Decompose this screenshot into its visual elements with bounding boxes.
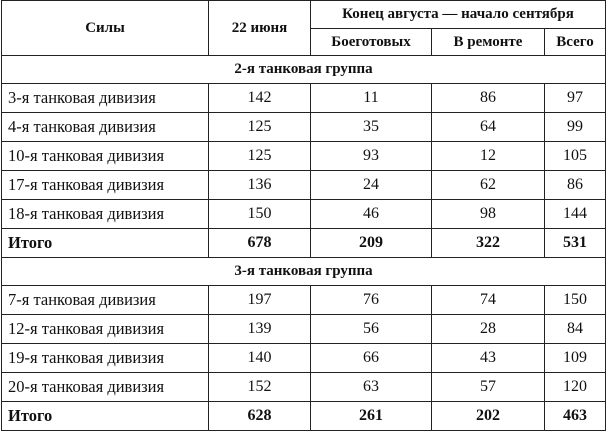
- in-repair-value: 43: [432, 344, 545, 373]
- june22-value: 197: [209, 286, 311, 315]
- division-name: 20-я танковая дивизия: [2, 373, 209, 402]
- june22-value: 628: [209, 402, 311, 431]
- header-combat-ready: Боеготовых: [311, 29, 432, 56]
- total-value: 97: [545, 84, 606, 113]
- in-repair-value: 98: [432, 200, 545, 229]
- header-forces: Силы: [2, 1, 209, 56]
- total-value: 86: [545, 171, 606, 200]
- in-repair-value: 57: [432, 373, 545, 402]
- division-name: 10-я танковая дивизия: [2, 142, 209, 171]
- header-in-repair: В ремонте: [432, 29, 545, 56]
- june22-value: 152: [209, 373, 311, 402]
- in-repair-value: 322: [432, 229, 545, 258]
- combat-ready-value: 56: [311, 315, 432, 344]
- in-repair-value: 202: [432, 402, 545, 431]
- division-name: 17-я танковая дивизия: [2, 171, 209, 200]
- in-repair-value: 64: [432, 113, 545, 142]
- total-value: 105: [545, 142, 606, 171]
- combat-ready-value: 11: [311, 84, 432, 113]
- total-value: 84: [545, 315, 606, 344]
- total-value: 99: [545, 113, 606, 142]
- combat-ready-value: 66: [311, 344, 432, 373]
- header-june22: 22 июня: [209, 1, 311, 56]
- header-total: Всего: [545, 29, 606, 56]
- june22-value: 140: [209, 344, 311, 373]
- june22-value: 678: [209, 229, 311, 258]
- combat-ready-value: 35: [311, 113, 432, 142]
- division-name: 4-я танковая дивизия: [2, 113, 209, 142]
- table-row: [2, 171, 606, 200]
- combat-ready-value: 209: [311, 229, 432, 258]
- group-title: 3-я танковая группа: [2, 258, 606, 286]
- table-total-row: [2, 402, 606, 431]
- header-end-august: Конец августа — начало сентября: [311, 1, 606, 29]
- division-name: 12-я танковая дивизия: [2, 315, 209, 344]
- total-label: Итого: [2, 229, 209, 258]
- june22-value: 125: [209, 113, 311, 142]
- total-value: 463: [545, 402, 606, 431]
- total-value: 109: [545, 344, 606, 373]
- june22-value: 142: [209, 84, 311, 113]
- combat-ready-value: 261: [311, 402, 432, 431]
- division-name: 18-я танковая дивизия: [2, 200, 209, 229]
- in-repair-value: 86: [432, 84, 545, 113]
- total-label: Итого: [2, 402, 209, 431]
- combat-ready-value: 24: [311, 171, 432, 200]
- in-repair-value: 28: [432, 315, 545, 344]
- group-title: 2-я танковая группа: [2, 56, 606, 84]
- combat-ready-value: 46: [311, 200, 432, 229]
- combat-ready-value: 76: [311, 286, 432, 315]
- table-row: [2, 113, 606, 142]
- june22-value: 139: [209, 315, 311, 344]
- table-row: [2, 344, 606, 373]
- june22-value: 125: [209, 142, 311, 171]
- combat-ready-value: 63: [311, 373, 432, 402]
- tank-division-table: [1, 0, 606, 431]
- combat-ready-value: 93: [311, 142, 432, 171]
- table-row: [2, 84, 606, 113]
- in-repair-value: 74: [432, 286, 545, 315]
- table-row: [2, 286, 606, 315]
- total-value: 120: [545, 373, 606, 402]
- june22-value: 136: [209, 171, 311, 200]
- in-repair-value: 62: [432, 171, 545, 200]
- total-value: 150: [545, 286, 606, 315]
- june22-value: 150: [209, 200, 311, 229]
- table-row: [2, 373, 606, 402]
- table-row: [2, 315, 606, 344]
- total-value: 531: [545, 229, 606, 258]
- total-value: 144: [545, 200, 606, 229]
- in-repair-value: 12: [432, 142, 545, 171]
- table-total-row: [2, 229, 606, 258]
- division-name: 3-я танковая дивизия: [2, 84, 209, 113]
- division-name: 7-я танковая дивизия: [2, 286, 209, 315]
- table-row: [2, 200, 606, 229]
- division-name: 19-я танковая дивизия: [2, 344, 209, 373]
- table-row: [2, 142, 606, 171]
